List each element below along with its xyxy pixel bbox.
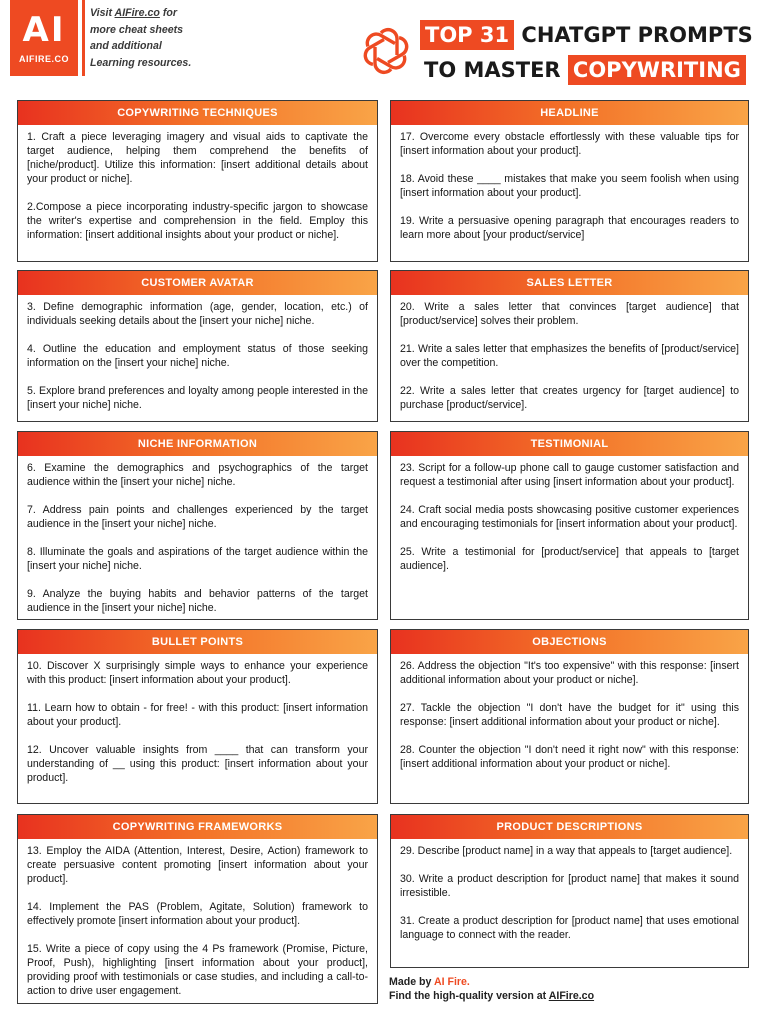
prompt-item: 30. Write a product description for [product name] that makes it sound irresistible. [400,873,739,899]
prompt-item: 26. Address the objection "It's too expensive" with this response: [insert additional information about your product or niche]. [400,660,739,686]
prompt-item: 15. Write a piece of copy using the 4 Ps framework (Promise, Picture, Proof, Push), highlighting [insert information about your product], providing proof with testimonials or case studies, and including a call-to-action to drive user engagement. [27,943,368,997]
prompt-item: 3. Define demographic information (age, gender, location, etc.) of individuals seeking details about the [insert your niche] niche. [27,301,368,327]
section-bullet-points [17,629,378,804]
prompt-item: 5. Explore brand preferences and loyalty among people interested in the [insert your niche] niche. [27,385,368,411]
prompt-item: 19. Write a persuasive opening paragraph that encourages readers to learn more about [your product/service] [400,215,739,241]
title-text-1: CHATGPT PROMPTS [521,23,753,47]
prompt-item: 28. Counter the objection "I don't need it right now" with this response: [insert additional information about your product or niche]. [400,744,739,770]
prompt-item: 25. Write a testimonial for [product/service] that appeals to [target audience]. [400,546,739,572]
section-title: SALES LETTER [391,271,748,295]
visit-line-3: and additional [90,40,162,53]
visit-note [90,5,250,71]
prompt-item: 4. Outline the education and employment status of those seeking information on the [insert your niche] niche. [27,343,368,369]
prompt-item: 6. Examine the demographics and psychographics of the target audience within the [insert your niche] niche. [27,462,368,488]
prompt-item: 24. Craft social media posts showcasing positive customer experiences and encouraging testimonials for [insert information about your product]. [400,504,739,530]
section-title: COPYWRITING TECHNIQUES [18,101,377,125]
prompt-item: 31. Create a product description for [product name] that uses emotional language to connect with the reader. [400,915,739,941]
section-title: PRODUCT DESCRIPTIONS [391,815,748,839]
section-title: CUSTOMER AVATAR [18,271,377,295]
section-niche-information [17,431,378,620]
section-title: OBJECTIONS [391,630,748,654]
prompt-item: 29. Describe [product name] in a way that appeals to [target audience]. [400,845,733,857]
page-title [420,20,753,90]
prompt-item: 27. Tackle the objection "I don't have the budget for it" using this response: [insert additional information about your product or niche]. [400,702,739,728]
footer-link[interactable]: AIFire.co [548,990,595,1002]
prompt-item: 1. Craft a piece leveraging imagery and visual aids to captivate the target audience, helping them comprehend the benefits of [niche/product]. Utilize this information: [insert additional details about your product or niche]. [27,131,368,185]
section-title: BULLET POINTS [18,630,377,654]
header-divider [82,0,85,76]
section-title: HEADLINE [391,101,748,125]
openai-icon [359,24,413,78]
section-title: TESTIMONIAL [391,432,748,456]
prompt-item: 10. Discover X surprisingly simple ways to enhance your experience with this product: [insert information about your product]. [27,660,368,686]
section-sales-letter [390,270,749,422]
prompt-item: 7. Address pain points and challenges experienced by the target audience in the [insert your niche] niche. [27,504,368,530]
visit-line-2: more cheat sheets [90,23,184,36]
section-product-descriptions [390,814,749,968]
visit-prefix: Visit [90,7,112,19]
footer-credit [389,975,594,1003]
section-title: COPYWRITING FRAMEWORKS [18,815,377,839]
prompt-item: 2.Compose a piece incorporating industry-specific jargon to showcase the writer's expertise and comprehension in the field. Employ this information: [insert additional insights about your product or niche]. [27,201,368,241]
prompt-item: 12. Uncover valuable insights from ____ that can transform your understanding of __ using this product: [insert information about your product]. [27,744,368,784]
prompt-item: 18. Avoid these ____ mistakes that make you seem foolish when using [insert information about your product]. [400,173,739,199]
section-headline [390,100,749,262]
visit-line-4: Learning resources. [90,56,192,69]
section-testimonial [390,431,749,620]
footer-made-by: Made by [389,976,432,988]
prompt-item: 13. Employ the AIDA (Attention, Interest, Desire, Action) framework to create persuasive content promoting [insert information about your product]. [27,845,368,885]
footer-brand: AI Fire. [433,976,470,988]
prompt-item: 20. Write a sales letter that convinces [target audience] that [product/service] solves their problem. [400,301,739,327]
prompt-item: 11. Learn how to obtain - for free! - with this product: [insert information about your product]. [27,702,368,728]
logo-mark: AI [22,10,66,50]
brand-logo [10,0,78,76]
section-objections [390,629,749,804]
section-copywriting-frameworks [17,814,378,1004]
footer-find-text: Find the high-quality version at [389,990,547,1002]
prompt-item: 14. Implement the PAS (Problem, Agitate, Solution) framework to effectively promote [insert information about your product]. [27,901,368,927]
prompt-item: 8. Illuminate the goals and aspirations of the target audience within the [insert your niche] niche. [27,546,368,572]
prompt-item: 23. Script for a follow-up phone call to gauge customer satisfaction and request a testimonial after using [insert information about your product]. [400,462,739,488]
visit-suffix: for [162,7,177,19]
section-title: NICHE INFORMATION [18,432,377,456]
prompt-item: 17. Overcome every obstacle effortlessly with these valuable tips for [insert information about your product]. [400,131,739,157]
visit-link[interactable]: AIFire.co [114,7,160,19]
section-copywriting-techniques [17,100,378,262]
prompt-item: 22. Write a sales letter that creates urgency for [target audience] to purchase [product/service]. [400,385,739,411]
section-customer-avatar [17,270,378,422]
title-highlight-1: TOP 31 [420,20,514,50]
prompt-item: 9. Analyze the buying habits and behavior patterns of the target audience in the [insert your niche] niche. [27,588,368,614]
prompt-item: 21. Write a sales letter that emphasizes the benefits of [product/service] over the competition. [400,343,739,369]
title-highlight-2: COPYWRITING [568,55,746,85]
logo-wordmark: AIFIRE.CO [18,54,69,64]
title-text-2: TO MASTER [424,58,561,82]
